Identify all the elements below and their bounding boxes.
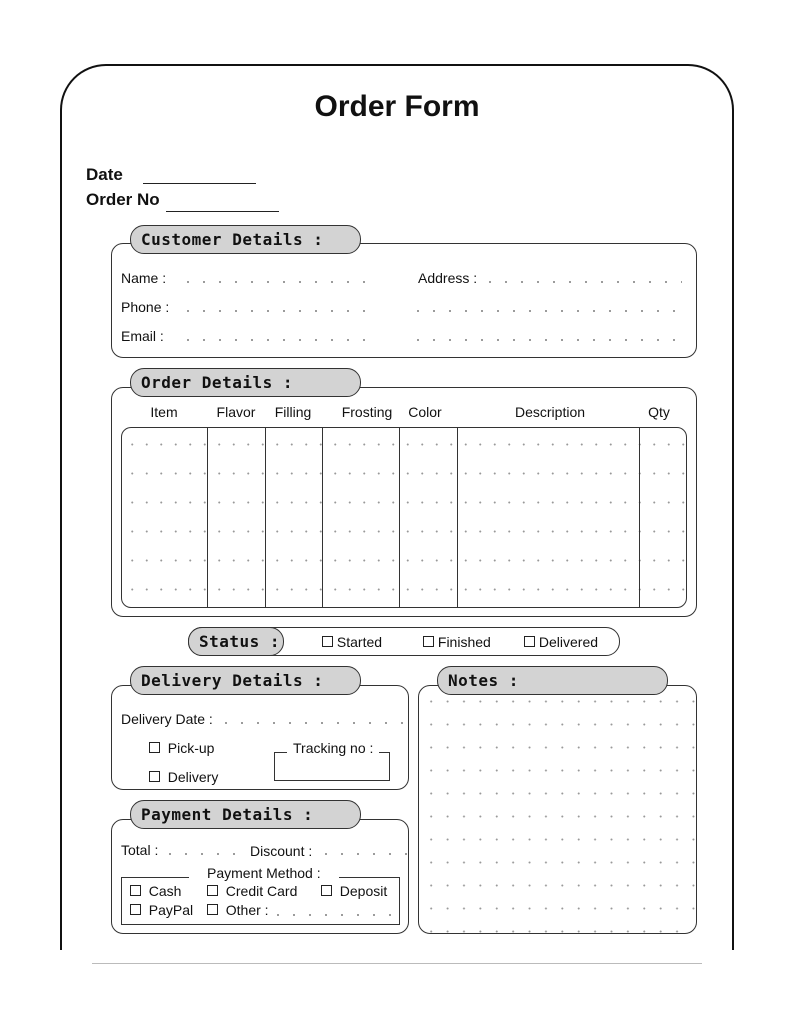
address-field-line3[interactable] [410, 338, 682, 342]
discount-field[interactable] [318, 852, 408, 856]
checkbox[interactable] [207, 885, 218, 896]
checkbox[interactable] [322, 636, 333, 647]
status-delivered[interactable]: Delivered [524, 634, 598, 650]
checkbox[interactable] [524, 636, 535, 647]
delivery-details-heading: Delivery Details : [130, 666, 361, 695]
date-field[interactable] [143, 183, 256, 184]
payment-credit-card[interactable]: Credit Card [207, 883, 297, 899]
tracking-no-label: Tracking no : [287, 740, 379, 756]
tracking-no-field[interactable] [274, 752, 390, 781]
payment-details-heading: Payment Details : [130, 800, 361, 829]
divider [92, 963, 702, 964]
name-label: Name : [121, 270, 167, 286]
payment-cash[interactable]: Cash [130, 883, 181, 899]
column-header-frosting: Frosting [341, 404, 393, 420]
status-heading: Status : [188, 627, 284, 656]
address-field[interactable] [482, 280, 682, 284]
notes-heading: Notes : [437, 666, 668, 695]
checkbox[interactable] [149, 771, 160, 782]
date-label: Date [86, 165, 123, 184]
column-header-qty: Qty [648, 404, 670, 420]
customer-details-heading: Customer Details : [130, 225, 361, 254]
order-no-field[interactable] [166, 211, 279, 212]
checkbox[interactable] [207, 904, 218, 915]
notes-area[interactable] [418, 685, 697, 934]
column-header-item: Item [150, 404, 178, 420]
payment-deposit[interactable]: Deposit [321, 883, 387, 899]
address-label: Address : [418, 270, 478, 286]
delivery-date-field[interactable] [218, 721, 408, 725]
column-header-color: Color [408, 404, 442, 420]
payment-other[interactable]: Other : [207, 902, 269, 918]
page-title: Order Form [314, 90, 480, 123]
name-field[interactable] [180, 280, 376, 284]
payment-method-label: Payment Method : [189, 865, 339, 881]
checkbox[interactable] [423, 636, 434, 647]
status-finished[interactable]: Finished [423, 634, 491, 650]
total-field[interactable] [162, 852, 246, 856]
total-label: Total : [121, 842, 159, 858]
delivery-option[interactable]: Delivery [149, 769, 218, 785]
checkbox[interactable] [149, 742, 160, 753]
phone-field[interactable] [180, 309, 376, 313]
order-no-label: Order No [86, 190, 160, 209]
discount-label: Discount : [250, 843, 313, 859]
email-field[interactable] [180, 338, 376, 342]
column-header-description: Description [514, 404, 586, 420]
delivery-date-label: Delivery Date : [121, 711, 213, 727]
checkbox[interactable] [130, 904, 141, 915]
checkbox[interactable] [321, 885, 332, 896]
status-started[interactable]: Started [322, 634, 382, 650]
payment-paypal[interactable]: PayPal [130, 902, 193, 918]
other-field[interactable] [270, 913, 396, 917]
order-details-heading: Order Details : [130, 368, 361, 397]
address-field-line2[interactable] [410, 309, 682, 313]
checkbox[interactable] [130, 885, 141, 896]
column-header-filling: Filling [274, 404, 312, 420]
pickup-option[interactable]: Pick-up [149, 740, 214, 756]
email-label: Email : [121, 328, 164, 344]
column-header-flavor: Flavor [216, 404, 256, 420]
order-items-table[interactable] [121, 427, 687, 608]
phone-label: Phone : [121, 299, 170, 315]
